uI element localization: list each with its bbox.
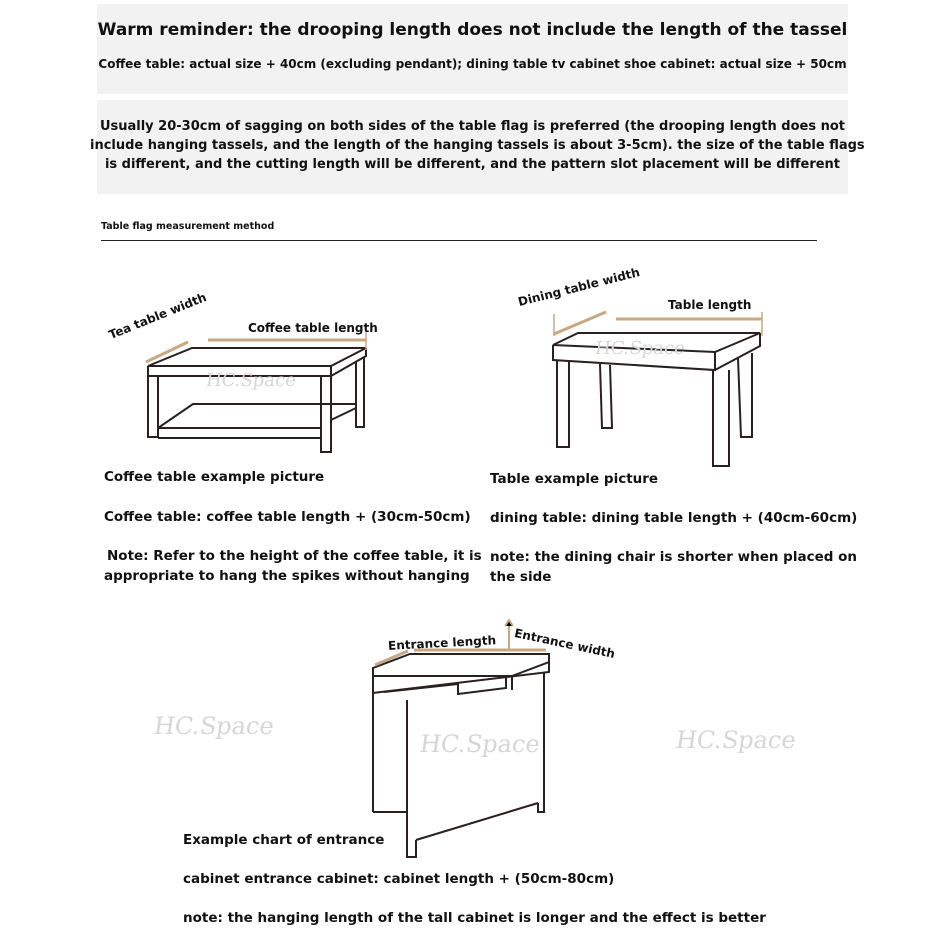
header-note-line-1: Usually 20-30cm of sagging on both sides of the table flag is preferred (the drooping length does not [99, 119, 846, 134]
entrance-caption: Example chart of entrance [183, 832, 385, 848]
coffee-width-label: Tea table width [106, 290, 209, 342]
watermark-entrance-center: HC.Space [418, 730, 542, 758]
dining-caption: Table example picture [490, 471, 659, 487]
coffee-formula: Coffee table: coffee table length + (30cm-50cm) [104, 509, 471, 525]
coffee-note-line-2: appropriate to hang the spikes without hanging [104, 568, 470, 584]
header-subtitle: Coffee table: actual size + 40cm (excluding pendant); dining table tv cabinet shoe cabinet: actual size + 50cm [98, 57, 847, 71]
watermark-entrance-right: HC.Space [674, 726, 798, 754]
coffee-length-label: Coffee table length [248, 321, 378, 335]
coffee-caption: Coffee table example picture [104, 469, 325, 485]
watermark-coffee: HC.Space [204, 370, 298, 391]
header-title: Warm reminder: the drooping length does not include the length of the tassel [97, 20, 848, 40]
watermark-dining: HC.Space [593, 338, 687, 359]
header-note-line-3: is different, and the cutting length will be different, and the pattern slot placement will be different [104, 157, 841, 172]
dining-note-line-1: note: the dining chair is shorter when placed on [490, 549, 857, 565]
dining-width-label: Dining table width [516, 265, 642, 309]
dining-formula: dining table: dining table length + (40cm-60cm) [490, 510, 858, 526]
coffee-note-line-1: Note: Refer to the height of the coffee table, it is [107, 548, 482, 564]
entrance-length-label: Entrance length [387, 633, 497, 653]
entrance-width-label: Entrance width [513, 626, 617, 662]
dining-note-line-2: the side [490, 569, 552, 585]
dining-length-label: Table length [668, 298, 752, 312]
watermark-entrance-left: HC.Space [152, 712, 276, 740]
header-note-line-2: include hanging tassels, and the length of the hanging tassels is about 3-5cm). the size of the table flags [90, 138, 865, 153]
section-title: Table flag measurement method [101, 221, 275, 232]
entrance-note: note: the hanging length of the tall cabinet is longer and the effect is better [183, 910, 766, 926]
entrance-formula: cabinet entrance cabinet: cabinet length + (50cm-80cm) [183, 871, 615, 887]
